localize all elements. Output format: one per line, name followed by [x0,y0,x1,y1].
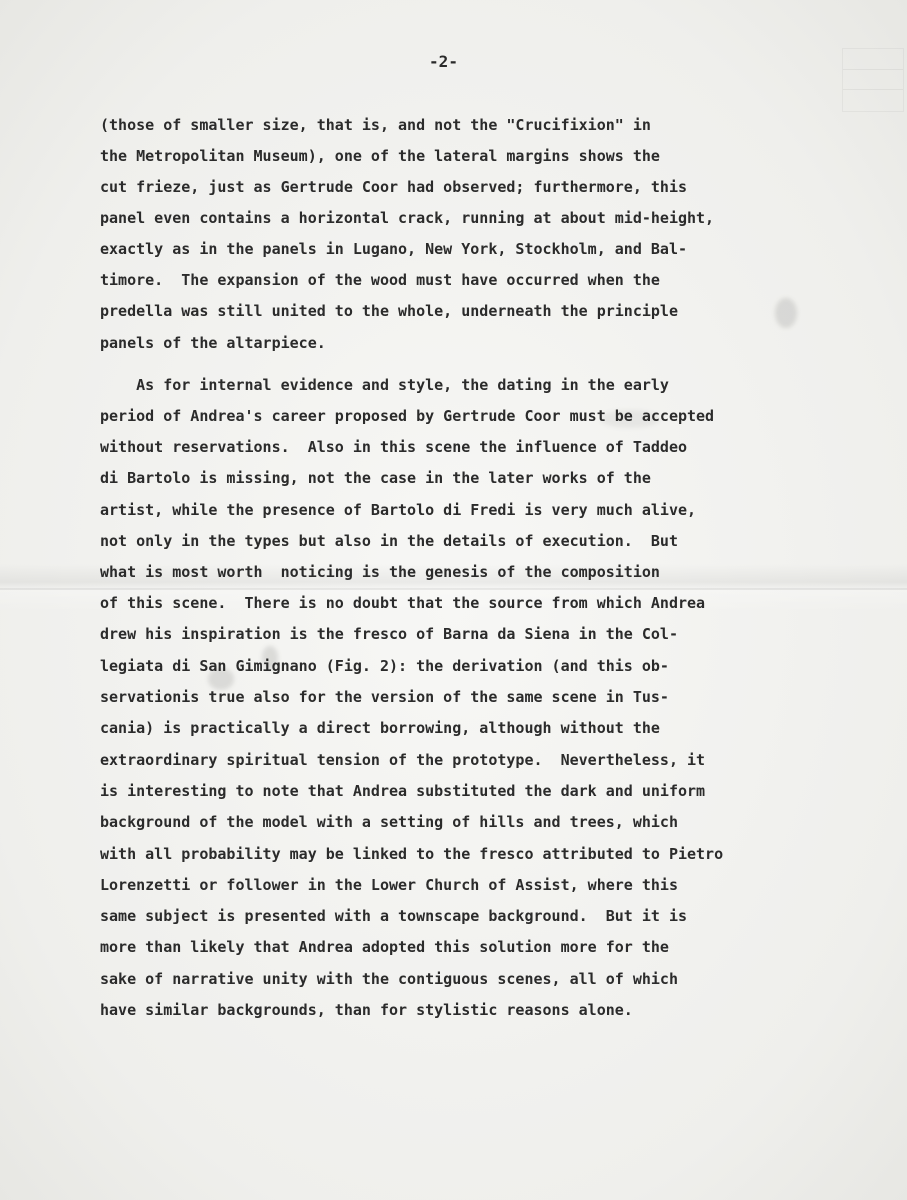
text-line: without reservations. Also in this scene the influence of Taddeo [100,438,687,456]
text-line: what is most worth noticing is the genesis of the composition [100,563,660,581]
text-line: Lorenzetti or follower in the Lower Church of Assist, where this [100,876,678,894]
text-line: panel even contains a horizontal crack, running at about mid-height, [100,209,715,227]
text-line: sake of narrative unity with the contiguous scenes, all of which [100,970,678,988]
text-line: is interesting to note that Andrea substituted the dark and uniform [100,782,706,800]
text-line: have similar backgrounds, than for stylistic reasons alone. [100,1001,633,1019]
text-line: servationis true also for the version of the same scene in Tus- [100,688,669,706]
text-line: extraordinary spiritual tension of the prototype. Nevertheless, it [100,751,706,769]
page-number: -2- [429,52,458,71]
text-line: period of Andrea's career proposed by Gertrude Coor must be accepted [100,407,715,425]
text-line: same subject is presented with a townscape background. But it is [100,907,687,925]
text-line: background of the model with a setting of hills and trees, which [100,813,678,831]
text-line: timore. The expansion of the wood must have occurred when the [100,271,660,289]
paper-fold [0,588,907,590]
text-line: legiata di San Gimignano (Fig. 2): the derivation (and this ob- [100,657,669,675]
text-line: di Bartolo is missing, not the case in the later works of the [100,469,651,487]
text-line: As for internal evidence and style, the dating in the early [100,376,669,394]
text-line: artist, while the presence of Bartolo di Fredi is very much alive, [100,501,697,519]
text-line: of this scene. There is no doubt that the source from which Andrea [100,594,706,612]
text-line: the Metropolitan Museum), one of the lateral margins shows the [100,147,660,165]
ink-smudge [775,298,797,328]
text-line: drew his inspiration is the fresco of Barna da Siena in the Col- [100,625,678,643]
text-line: with all probability may be linked to the fresco attributed to Pietro [100,845,724,863]
text-line: cut frieze, just as Gertrude Coor had observed; furthermore, this [100,178,687,196]
text-line: more than likely that Andrea adopted this solution more for the [100,938,669,956]
text-line: (those of smaller size, that is, and not the "Crucifixion" in [100,116,651,134]
text-line: cania) is practically a direct borrowing, although without the [100,719,660,737]
text-line: predella was still united to the whole, underneath the principle [100,302,678,320]
text-line: panels of the altarpiece. [100,334,326,352]
text-line: exactly as in the panels in Lugano, New York, Stockholm, and Bal- [100,240,687,258]
text-line: not only in the types but also in the details of execution. But [100,532,678,550]
